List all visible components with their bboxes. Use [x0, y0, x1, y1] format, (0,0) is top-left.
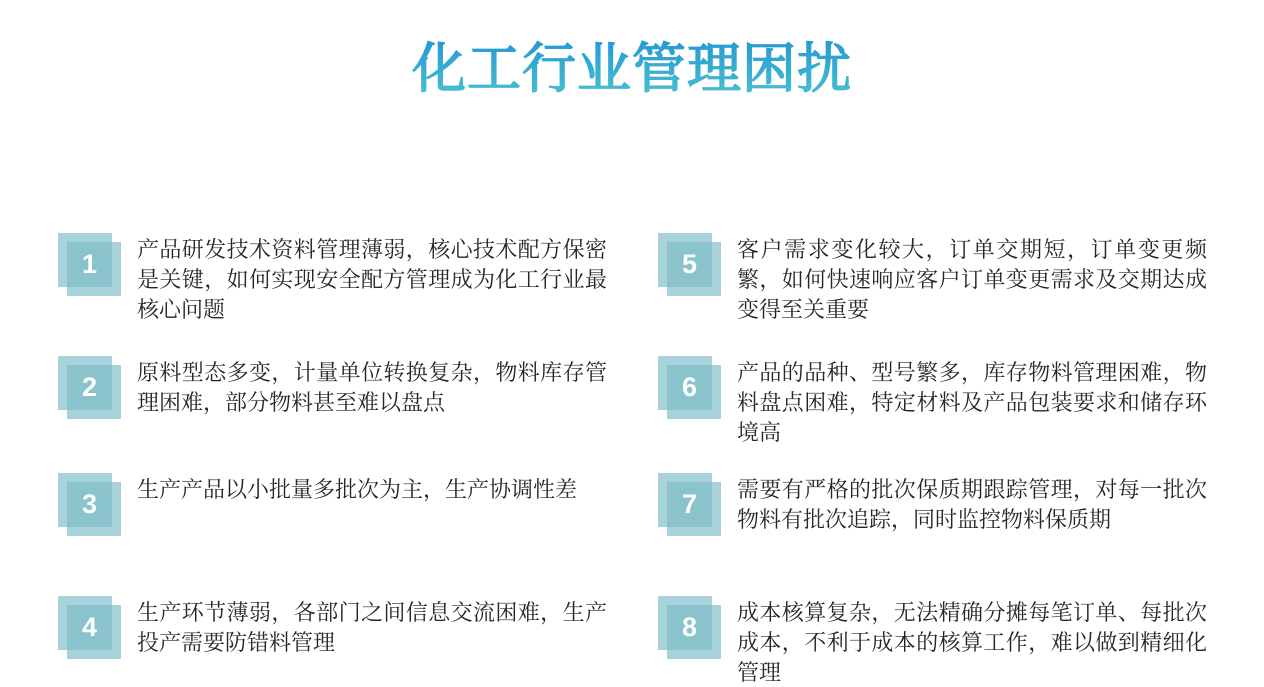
list-item — [58, 356, 658, 473]
item-text: 客户需求变化较大，订单交期短，订单变更频繁，如何快速响应客户订单变更需求及交期达成变得至关重要 — [737, 237, 1207, 322]
item-number-badge — [58, 356, 121, 419]
item-text: 生产产品以小批量多批次为主，生产协调性差 — [137, 477, 578, 502]
item-number-badge — [658, 473, 721, 536]
item-number-badge — [58, 596, 121, 659]
item-text: 生产环节薄弱，各部门之间信息交流困难，生产投产需要防错料管理 — [137, 600, 607, 655]
item-number: 7 — [681, 489, 698, 519]
list-item — [58, 473, 658, 596]
item-number-badge — [658, 596, 721, 659]
list-item — [58, 596, 658, 687]
item-number: 1 — [81, 249, 98, 279]
slide — [0, 36, 1264, 687]
list-item — [658, 233, 1258, 356]
item-text: 产品的品种、型号繁多，库存物料管理困难，物料盘点困难，特定材料及产品包装要求和储存环境高 — [737, 360, 1207, 445]
list-item — [658, 473, 1258, 596]
list-item — [658, 596, 1258, 687]
item-number: 2 — [81, 372, 98, 402]
item-number: 4 — [81, 612, 98, 642]
item-number: 3 — [81, 489, 98, 519]
item-text: 成本核算复杂，无法精确分摊每笔订单、每批次成本，不利于成本的核算工作，难以做到精细化管理 — [737, 600, 1207, 685]
item-number: 5 — [681, 249, 698, 279]
item-text: 需要有严格的批次保质期跟踪管理，对每一批次物料有批次追踪，同时监控物料保质期 — [737, 477, 1207, 532]
pain-points-grid — [58, 233, 1258, 687]
list-item — [658, 356, 1258, 473]
page-title: 化工行业管理困扰 — [0, 36, 1264, 104]
item-text: 产品研发技术资料管理薄弱，核心技术配方保密是关键，如何实现安全配方管理成为化工行业最核心问题 — [137, 237, 607, 322]
item-number-badge — [58, 473, 121, 536]
item-number-badge — [658, 233, 721, 296]
item-number-badge — [658, 356, 721, 419]
item-text: 原料型态多变，计量单位转换复杂，物料库存管理困难，部分物料甚至难以盘点 — [137, 360, 607, 415]
item-number-badge — [58, 233, 121, 296]
list-item — [58, 233, 658, 356]
item-number: 8 — [681, 612, 698, 642]
item-number: 6 — [681, 372, 698, 402]
